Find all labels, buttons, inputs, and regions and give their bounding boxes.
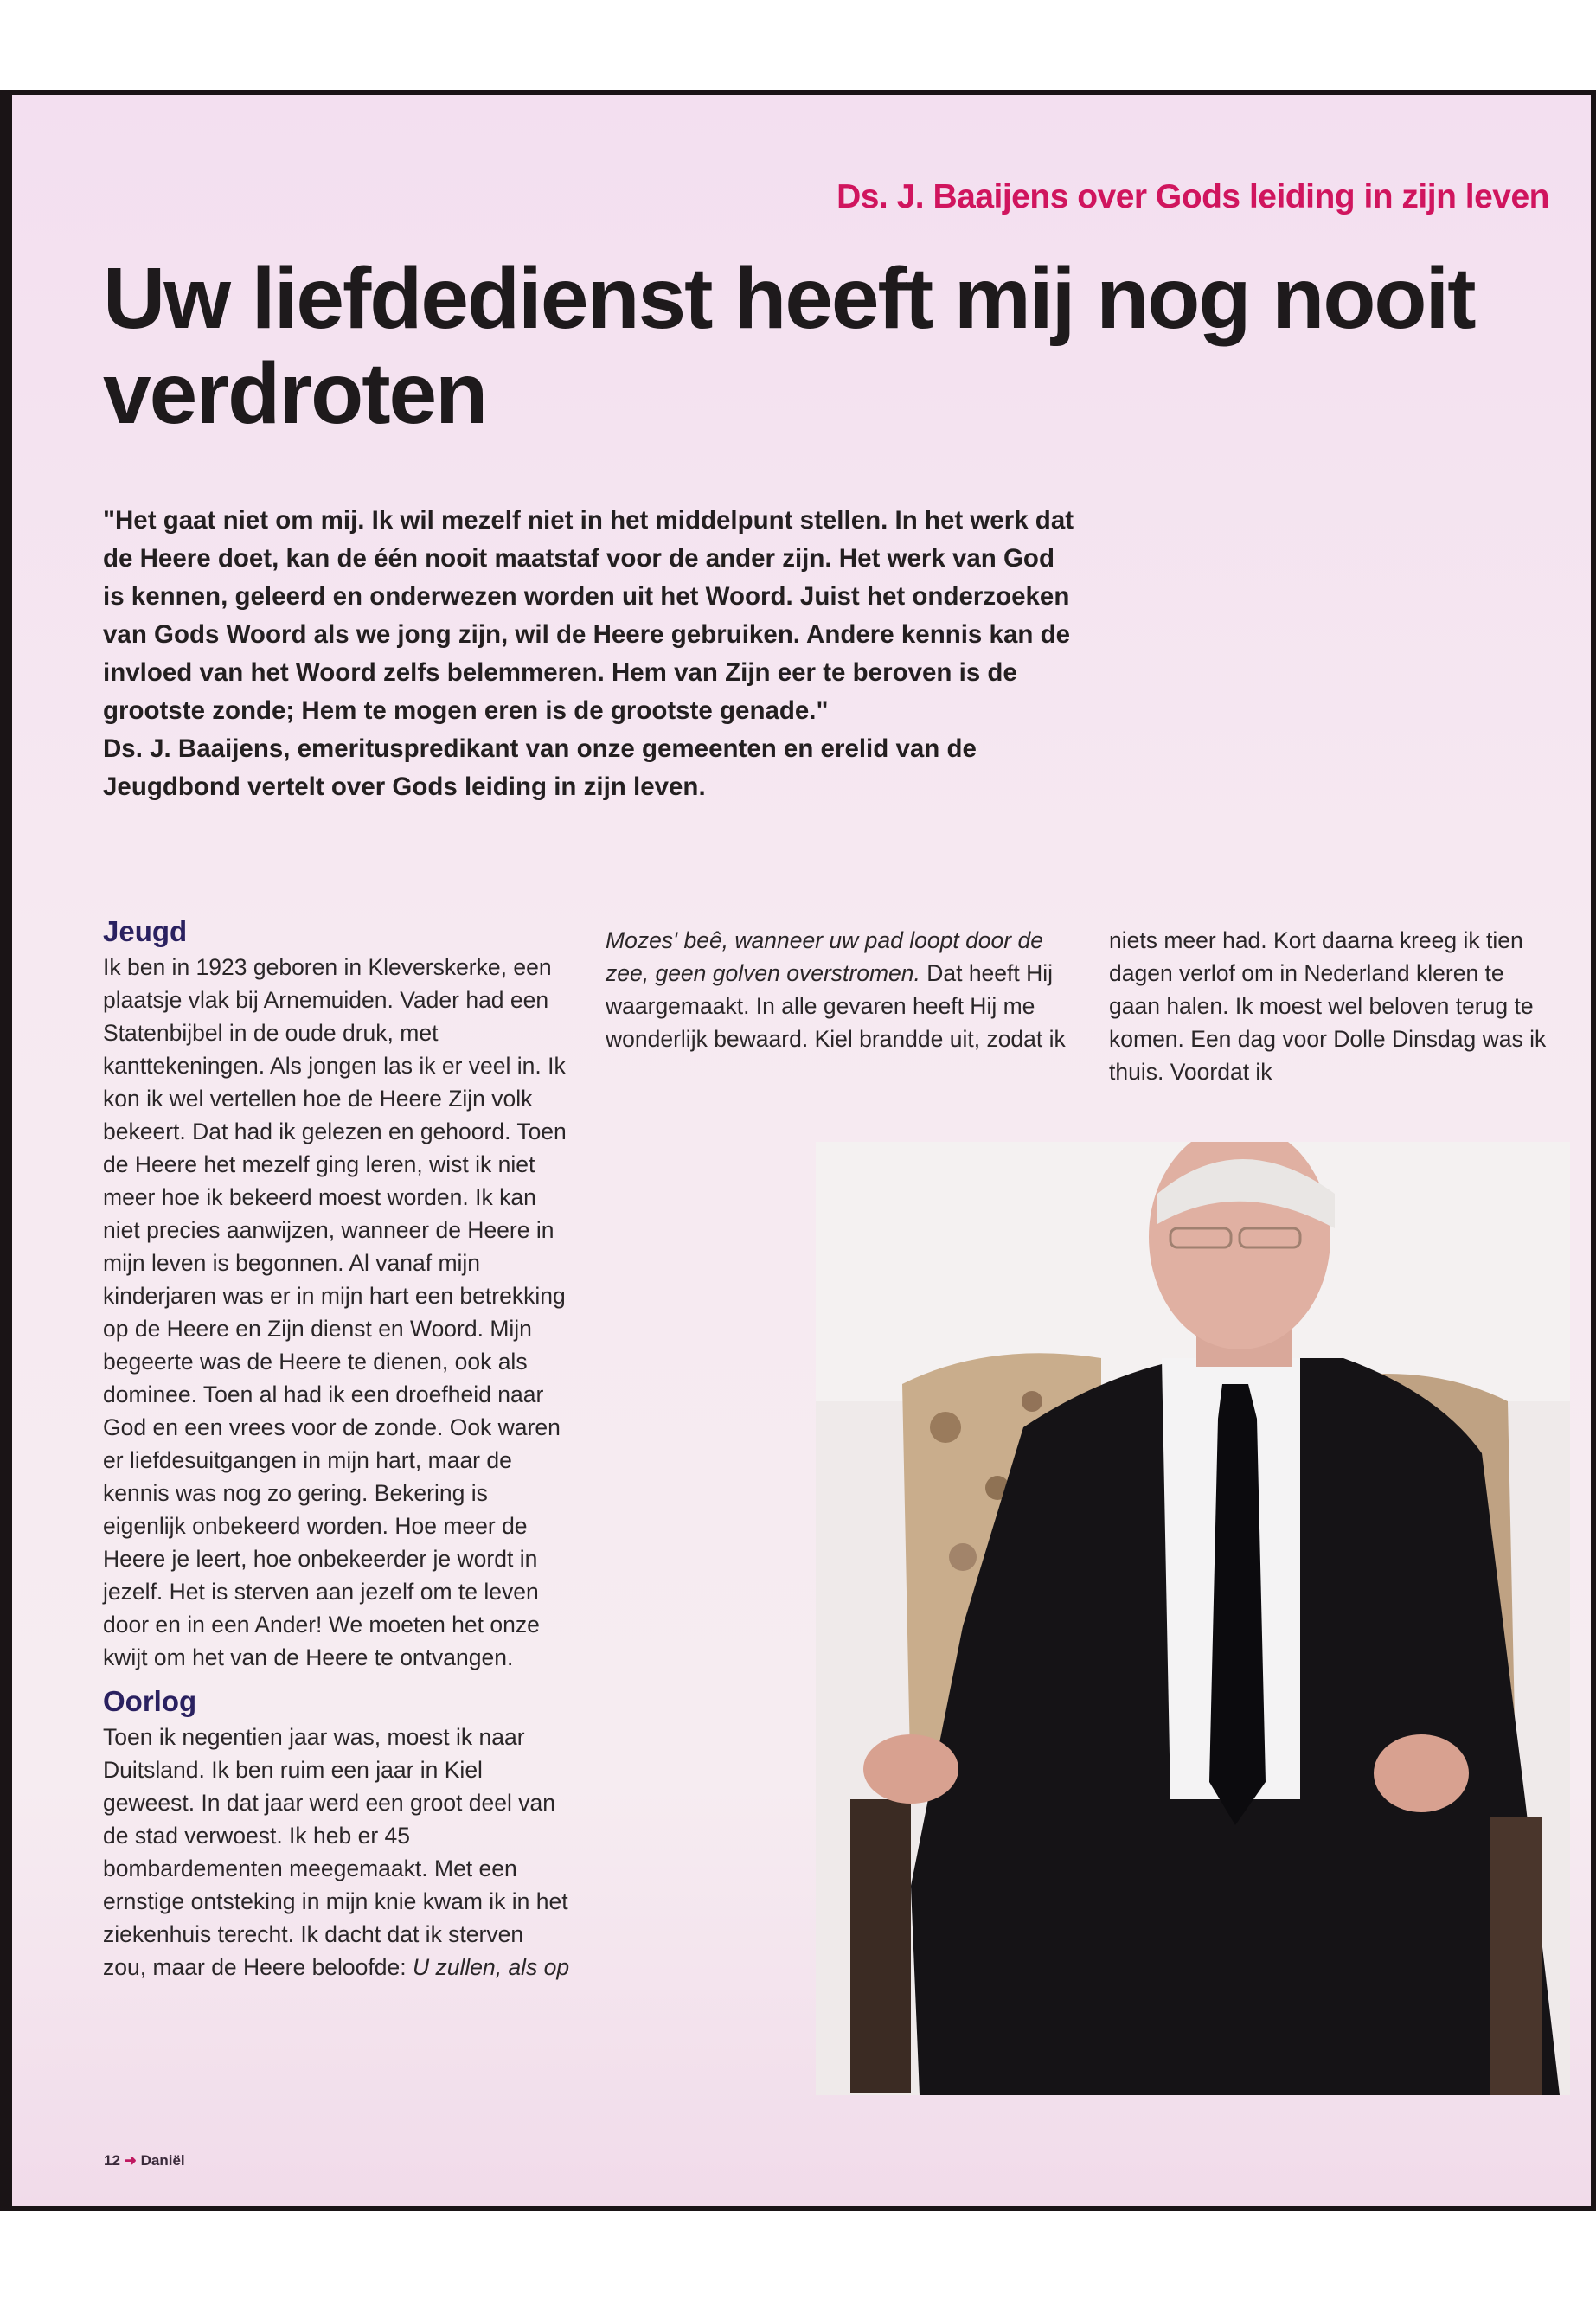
portrait-illustration <box>816 1142 1570 2095</box>
portrait-photo <box>816 1142 1570 2095</box>
section-body-jeugd: Ik ben in 1923 geboren in Kleverskerke, een plaatsje vlak bij Arnemuiden. Vader had een Statenbijbel in de oude druk, met kanttekeningen. Als jongen las ik er veel in. Ik kon ik wel vertellen hoe de Heere Zijn volk bekeert. Dat had ik gelezen en gehoord. Toen de Heere het mezelf ging leren, wist ik niet meer hoe ik bekeerd moest worden. Ik kan niet precies aanwijzen, wanneer de Heere in mijn leven is begonnen. Al vanaf mijn kinderjaren was er in mijn hart een betrekking op de Heere en Zijn dienst en Woord. Mijn begeerte was de Heere te dienen, ook als dominee. Toen al had ik een droefheid naar God en een vrees voor de zonde. Ook waren er liefdesuitgangen in mijn hart, maar de kennis was nog zo gering. Bekering is eigenlijk onbekeerd worden. Hoe meer de Heere je leert, hoe onbekeerder je wordt in jezelf. Het is sterven aan jezelf om te leven door en in een Ander! We moeten het onze kwijt om het van de Heere te ontvangen. <box>103 954 567 1670</box>
column-2-text: Dat heeft Hij waargemaakt. In alle gevaren heeft Hij me wonderlijk bewaard. Kiel brandde uit, zodat ik <box>606 960 1066 1052</box>
article-intro <box>103 502 1080 806</box>
arrow-right-icon: ➜ <box>124 2152 137 2169</box>
intro-quote: "Het gaat niet om mij. Ik wil mezelf niet in het middelpunt stellen. In het werk dat de Heere doet, kan de één nooit maatstaf voor de ander zijn. Het werk van God is kennen, geleerd en onderwezen worden uit het Woord. Juist het onderzoeken van Gods Woord als we jong zijn, wil de Heere gebruiken. Andere kennis kan de invloed van het Woord zelfs belemmeren. Hem van Zijn eer te beroven is de grootste zonde; Hem te mogen eren is de grootste genade." <box>103 506 1074 725</box>
intro-byline: Ds. J. Baaijens, emerituspredikant van onze gemeenten en erelid van de Jeugdbond vertelt over Gods leiding in zijn leven. <box>103 734 977 801</box>
page-number: 12 <box>104 2152 120 2169</box>
column-1 <box>103 913 570 1984</box>
article-kicker: Ds. J. Baaijens over Gods leiding in zijn leven <box>836 178 1549 215</box>
section-heading-oorlog: Oorlog <box>103 1685 197 1717</box>
section-body-oorlog <box>103 1721 570 1984</box>
column-3-text: niets meer had. Kort daarna kreeg ik tien dagen verlof om in Nederland kleren te gaan halen. Ik moest wel beloven terug te komen. Een dag voor Dolle Dinsdag was ik thuis. Voordat ik <box>1109 927 1547 1085</box>
magazine-page <box>12 95 1591 2206</box>
column-2 <box>606 924 1073 1055</box>
section-heading-jeugd: Jeugd <box>103 915 188 947</box>
magazine-name: Daniël <box>140 2152 185 2169</box>
article-title: Uw liefdedienst heeft mij nog nooit verdroten <box>103 250 1475 442</box>
oorlog-quote: U zullen, als op <box>412 1954 570 1980</box>
column-3 <box>1109 924 1559 1088</box>
scripture-quote: Mozes' beê, wanneer uw pad loopt door de zee, geen golven overstromen. <box>606 927 1043 986</box>
page-footer <box>104 2152 185 2170</box>
oorlog-text: Toen ik negentien jaar was, moest ik naar Duitsland. Ik ben ruim een jaar in Kiel geweest. In dat jaar werd een groot deel van de stad verwoest. Ik heb er 45 bombardementen meegemaakt. Met een ernstige ontsteking in mijn knie kwam ik in het ziekenhuis terecht. Ik dacht dat ik sterven zou, maar de Heere beloofde: <box>103 1724 568 1980</box>
